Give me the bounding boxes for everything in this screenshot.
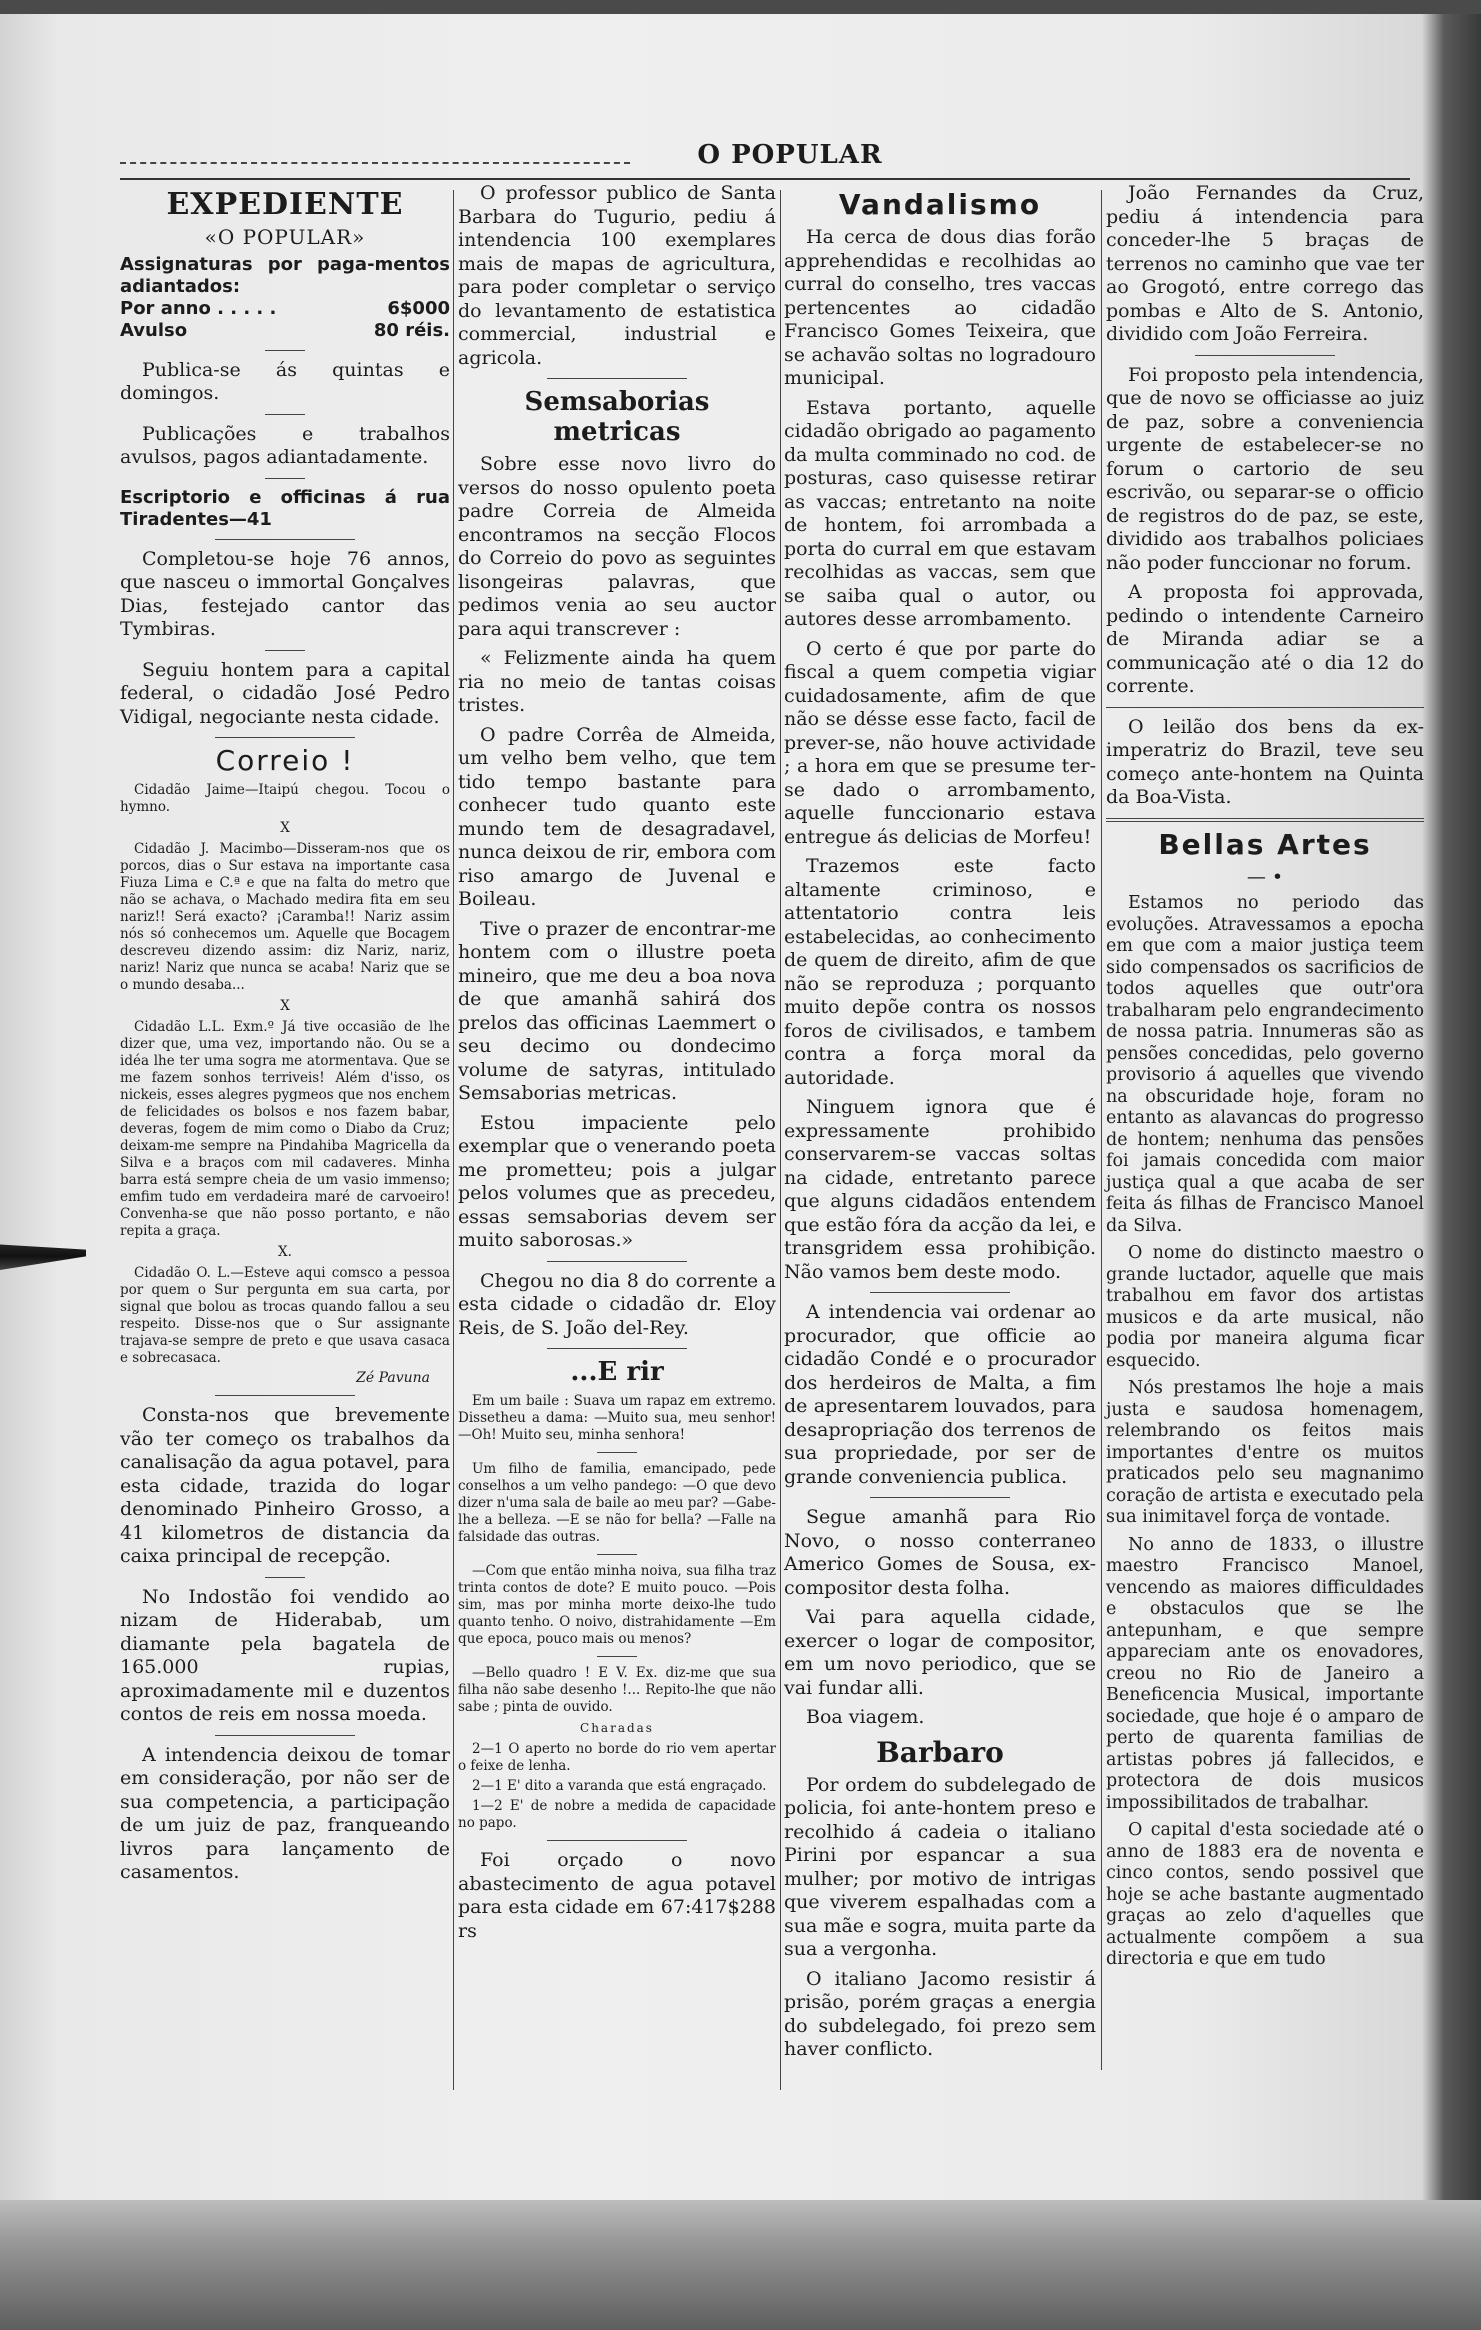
news-orcamento-agua: Foi orçado o novo abastecimento de agua potavel para esta cidade em 67:417$288 rs [458, 1849, 776, 1942]
single-price: 80 réis. [373, 319, 450, 341]
separator [215, 1395, 355, 1396]
vandalismo-paragraph: Trazemos este facto altamente criminoso, e attentatorio contra leis estabelecidas, ao conhecimento de quem de direito, afim de que não se reproduza ; porquanto muito depõe contra os nossos foros de civilisados, e tambem contra a força moral da autoridade. [784, 855, 1096, 1089]
charadas-title: Charadas [580, 1721, 654, 1735]
news-desapropriacao: A intendencia vai ordenar ao procurador, que officie ao cidadão Condé e o procurador dos herdeiros de Malta, a fim de apresentarem louvados, para desapropriação dos terrenos de sua propriedade, por ser de grande conveniencia publica. [784, 1301, 1096, 1488]
correio-letter: Cidadão L.L. Exm.º Já tive occasião de lhe dizer que, uma vez, importando não. Ou se a idéa lhe ter uma sogra me atormentava. Que se me fazem sonhos terriveis! Além d'isso, os nickeis, esses alegres pygmeos que nos enchem de felicidades os bolsos e nos fazem babar, deveras, fogem de mim como o Diabo da Cruz; deixam-me sempre na Pindahiba Magricella da Silva e a braços com mil cadaveres. Minha barra está sempre cheia de um vasio immenso; emfim tudo em verdadeira maré de carvoeiro! Convenha-se que não posso portanto, e não repita a graça. [120, 1019, 450, 1239]
joke: Em um baile : Suava um rapaz em extremo. Dissetheu a dama: —Muito sua, meu senhor! —Oh! Muito seu, minha senhora! [458, 1393, 776, 1443]
erir-title: ...E rir [570, 1357, 664, 1387]
running-head [120, 140, 1410, 180]
expediente-title: EXPEDIENTE [166, 187, 404, 222]
price-row-year [120, 298, 450, 320]
scan-bottom-edge [0, 2200, 1481, 2330]
semsaborias-title: Semsaborias metricas [524, 387, 710, 447]
correio-mark: X. [278, 1244, 292, 1260]
separator [215, 737, 355, 738]
section-rule [1106, 818, 1424, 822]
news-juiz-de-paz: A intendencia deixou de tomar em consideração, por não ser de sua competencia, a participação de um juiz de paz, franqueando livros para lançamento de casamentos. [120, 1743, 450, 1883]
correio-title: Correio ! [215, 744, 355, 777]
price-year-label: Por anno . . . . . [120, 297, 277, 319]
vandalismo-paragraph: Ninguem ignora que é expressamente prohibido conservarem-se vaccas soltas na cidade, entretanto parece que alguns cidadãos entendem que estão fóra da acção da lei, e transgridem essa prohibição. Não vamos bem deste modo. [784, 1096, 1096, 1283]
separator [870, 1292, 1010, 1293]
charada: 2—1 O aperto no borde do rio vem apertar o feixe de lenha. [458, 1741, 776, 1774]
barbaro-paragraph: Por ordem do subdelegado de policia, foi ante-hontem preso e recolhido á cadeia o italiano Pirini por espancar a sua mulher; por motivo de intrigas que viverem espalhadas com a sua mãe e sogra, muita parte da sua a vergonha. [784, 1773, 1096, 1960]
ornament: — • [1246, 865, 1284, 888]
barbaro-title: Barbaro [876, 1735, 1004, 1769]
news-americo: Segue amanhã para Rio Novo, o nosso conterraneo Americo Gomes de Sousa, ex-compositor desta folha. [784, 1506, 1096, 1599]
pin-shadow [0, 1236, 86, 1270]
separator [265, 478, 305, 479]
news-diamante: No Indostão foi vendido ao nizam de Hiderabab, um diamante pela bagatela de 165.000 rupias, aproximadamente mil e duzentos contos de reis em nossa moeda. [120, 1585, 450, 1725]
semsaborias-paragraph: Estou impaciente pelo exemplar que o venerando poeta me prometteu; pois a julgar pelos volumes que as precedeu, essas semsaborias devem ser muito saborosas.» [458, 1111, 776, 1251]
news-cartorio: Foi proposto pela intendencia, que de novo se officiasse ao juiz de paz, sobre a conveniencia urgente de estabelecer-se no forum o cartorio de seu escrivão, ou separar-se o officio de registros do de paz, se este, dividido aos trabalhos policiaes não poder funccionar no forum. [1106, 363, 1424, 574]
separator [1195, 355, 1335, 356]
news-americo: Vai para aquella cidade, exercer o logar de compositor, em um novo periodico, que se vai fundar alli. [784, 1606, 1096, 1699]
head-rule [120, 178, 1410, 180]
separator [597, 1656, 637, 1657]
correio-letter: Cidadão Jaime—Itaipú chegou. Tocou o hymno. [120, 782, 450, 815]
vandalismo-paragraph: Ha cerca de dous dias forão apprehendidas e recolhidas ao curral do conselho, tres vaccas pertencentes ao cidadão Francisco Gomes Teixeira, que se achavão soltas no logradouro municipal. [784, 226, 1096, 389]
separator [547, 378, 687, 379]
joke: —Com que então minha noiva, sua filha traz trinta contos de dote? E muito pouco. —Pois sim, mas por minha morte deixo-lhe tudo quanto tenho. O noivo, distrahidamente —Em que epoca, pouco mais ou menos? [458, 1563, 776, 1647]
correio-letter: Cidadão O. L.—Esteve aqui comsco a pessoa por quem o Sur pergunta em sua carta, por signal que bolou as trocas quando fallou a seu respeito. Disse-nos que o Sur assignante trajava-se sempre de preto e que usava casaca e sobrecasaca. [120, 1265, 450, 1366]
bellas-paragraph: No anno de 1833, o illustre maestro Francisco Manoel, vencendo as maiores difficuldades e obstaculos que se lhe antepunham, e que sempre appareciam ante os enovadores, creou no Rio de Janeiro a Beneficencia Musical, importante sociedade, que hoje é o amparo de perto de quarenta familias de artistas pobres já fallecidos, e protectora de dois musicos impossibilitados de trabalhar. [1106, 1534, 1424, 1813]
news-agua-potavel: Consta-nos que brevemente vão ter começo os trabalhos da canalisação da agua potavel, para esta cidade, trazida do logar denominado Pinheiro Grosso, a 41 kilometros de distancia da caixa principal de recepção. [120, 1404, 450, 1567]
column-2 [458, 182, 776, 1949]
bellas-artes-section [1106, 893, 1424, 1971]
charada: 2—1 E' dito a varanda que está engraçado. [472, 1778, 767, 1794]
separator [265, 414, 305, 415]
newspaper-title: O POPULAR [697, 140, 883, 170]
news-joao-fernandes: João Fernandes da Cruz, pediu á intendencia para conceder-lhe 5 braças de terrenos no caminho que vae ter ao Grogotó, entre corrego das pombas e Alto de S. Antonio, dividido com João Ferreira. [1106, 182, 1424, 345]
separator [215, 539, 355, 540]
bellas-paragraph: Estamos no periodo das evoluções. Atravessamos a epocha em que com a maior justiça teem sido compensados os sacrificios de todos aquelles que outr'ora trabalharam pelo engrandecimento de nossa patria. Innumeras são as pensões concedidas, pelo governo provisorio á aquelles que vivendo na obscuridade hoje, foram no entanto as alavancas do progresso de hontem; nenhuma das pensões foi jamais concedida com maior justiça qual a que acaba de ser feita ás filhas de Francisco Manoel da Silva. [1106, 893, 1424, 1236]
separator [265, 650, 305, 651]
separator [265, 1577, 305, 1578]
separator [870, 1497, 1010, 1498]
news-professor: O professor publico de Santa Barbara do Tugurio, pediu á intendencia 100 exemplares mais de mapas de agricultura, para poder completar o serviço do levantamento de estatistica commercial, industrial e agricola. [458, 182, 776, 369]
subscription-heading: Assignaturas por paga-mentos adiantados: [120, 253, 450, 297]
joke: Um filho de familia, emancipado, pede conselhos a um velho pandego: —O que devo dizer n'uma sala de baile ao meu par? —Gabe-lhe a belleza. —E se não for bella? —Falle na falsidade das outras. [458, 1461, 776, 1545]
news-eloy-reis: Chegou no dia 8 do corrente a esta cidade o cidadão dr. Eloy Reis, de S. João del-Rey. [458, 1269, 776, 1339]
bellas-paragraph: O capital d'esta sociedade até o anno de 1883 era de noventa e cinco contos, sendo possivel que hoje se ache bastante augmentado graças ao zelo d'aquelles que actualmente compõem a sua directoria e que em tudo [1106, 1820, 1424, 1969]
news-vidigal: Seguiu hontem para a capital federal, o cidadão José Pedro Vidigal, negociante nesta cidade. [120, 658, 450, 728]
separator [547, 1261, 687, 1262]
column-rule [780, 190, 781, 2090]
separator [1106, 707, 1424, 708]
correio-mark: X [280, 998, 290, 1014]
single-label: Avulso [120, 319, 188, 341]
price-year: 6$000 [387, 297, 450, 319]
vandalismo-paragraph: O certo é que por parte do fiscal a quem competia vigiar cuidadosamente, afim de que não se désse esse facto, facil de prever-se, não houve actividade ; a hora em que se presume ter-se dado o arrombamento, aquelle funccionario estava entregue ás delicias de Morfeu! [784, 637, 1096, 848]
separator [547, 1840, 687, 1841]
charada: 1—2 E' de nobre a medida de capacidade no papo. [458, 1798, 776, 1831]
news-proposta: A proposta foi approvada, pedindo o intendente Carneiro de Miranda adiar se a communicação até o dia 12 do corrente. [1106, 581, 1424, 697]
correio-mark: X [280, 820, 290, 836]
column-4 [1106, 182, 1424, 1977]
news-americo: Boa viagem. [806, 1706, 925, 1728]
office-address: Escriptorio e officinas á rua Tiradentes—41 [120, 486, 450, 530]
vandalismo-title: Vandalismo [838, 188, 1042, 221]
correio-letter: Cidadão J. Macimbo—Disseram-nos que os porcos, dias o Sur estava na importante casa Fiuza Lima e C.ª e que na falta do metro que não se achava, o Machado medira fita em seu nariz!! Será exacto? ¡Caramba!! Nariz assim nós só conhecemos um. Aquelle que Bocagem descreveu dizendo assim: diz Nariz, nariz, nariz! Nariz que nunca se acaba! Nariz que se o mundo desaba... [120, 841, 450, 993]
publication-terms: Publicações e trabalhos avulsos, pagos adiantadamente. [120, 422, 450, 468]
correio-section [120, 782, 450, 1387]
bellas-paragraph: O nome do distincto maestro o grande luctador, aquelle que mais trabalhou em favor dos artistas musicos e da arte musical, não podia por maneira alguma ficar esquecido. [1106, 1243, 1424, 1371]
semsaborias-paragraph: Tive o prazer de encontrar-me hontem com o illustre poeta mineiro, que me deu a boa nova de que amanhã sahirá dos prelos das officinas Laemmert o seu decimo ou dondecimo volume de satyras, intitulado Semsaborias metricas. [458, 917, 776, 1104]
price-row-single [120, 320, 450, 342]
vandalismo-paragraph: Estava portanto, aquelle cidadão obrigado ao pagamento da multa comminado no cod. de posturas, caso quisesse retirar as vaccas; entretanto na noite de hontem, foi arrombada a porta do curral em que estavam recolhidas as vaccas, sem que se saiba qual o autor, ou autores desse arrombamento. [784, 396, 1096, 630]
separator [215, 1735, 355, 1736]
column-rule [1101, 190, 1102, 2070]
column-3 [784, 182, 1096, 2068]
column-1 [120, 182, 450, 1891]
bellas-paragraph: Nós prestamos lhe hoje a mais justa e saudosa homenagem, relembrando os feitos mais importantes d'entre os muitos praticados pelo seu magnanimo coração de artista e executado pela sua inimitavel força de vontade. [1106, 1378, 1424, 1527]
separator [597, 1452, 637, 1453]
news-goncalves-dias: Completou-se hoje 76 annos, que nasceu o immortal Gonçalves Dias, festejado cantor das Tymbiras. [120, 547, 450, 640]
separator [265, 350, 305, 351]
joke: —Bello quadro ! E V. Ex. diz-me que sua filha não sabe desenho !... Repito-lhe que não sabe ; pinta de ouvido. [458, 1665, 776, 1715]
semsaborias-paragraph: Sobre esse novo livro do versos do nosso opulento poeta padre Correia de Almeida encontramos na secção Flocos do Correio do povo as seguintes lisongeiras palavras, que pedimos venia ao seu auctor para aqui transcrever : [458, 453, 776, 640]
column-rule [453, 190, 454, 2090]
news-leilao: O leilão dos bens da ex-imperatriz do Brazil, teve seu começo ante-hontem na Quinta da Boa-Vista. [1106, 715, 1424, 808]
separator [547, 1348, 687, 1349]
expediente-subtitle: «O POPULAR» [204, 225, 366, 249]
semsaborias-paragraph: O padre Corrêa de Almeida, um velho bem velho, que tem tido tempo bastante para conhecer tudo quanto este mundo tem de desagradavel, nunca deixou de rir, embora com riso amargo de Juvenal e Boileau. [458, 723, 776, 910]
publication-days: Publica-se ás quintas e domingos. [120, 358, 450, 404]
head-dashed-line [120, 162, 630, 164]
correio-signature: Zé Pavuna [356, 1370, 430, 1386]
bellas-artes-title: Bellas Artes [1158, 827, 1372, 861]
separator [597, 1554, 637, 1555]
semsaborias-paragraph: « Felizmente ainda ha quem ria no meio de tantas coisas tristes. [458, 647, 776, 716]
erir-section [458, 1393, 776, 1832]
scan-top-edge [0, 0, 1481, 14]
barbaro-paragraph: O italiano Jacomo resistir á prisão, porém graças a energia do subdelegado, foi prezo sem haver conflicto. [784, 1967, 1096, 2060]
